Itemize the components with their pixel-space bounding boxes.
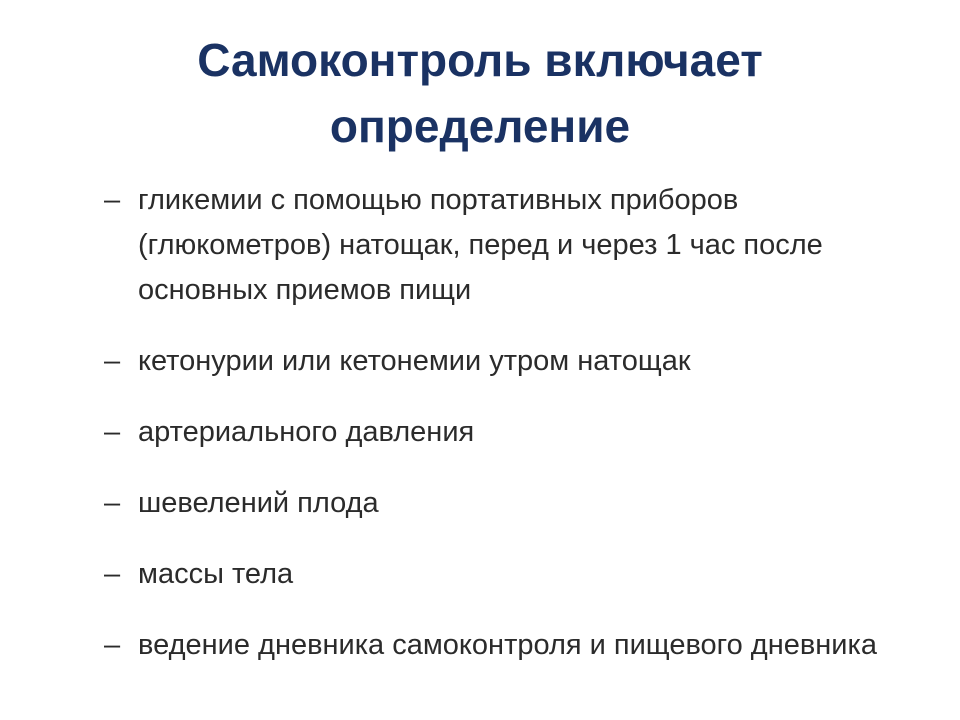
bullet-dash: – — [104, 629, 121, 661]
bullet-item-body-mass — [104, 552, 904, 597]
bullet-item-ketonuria — [104, 339, 904, 384]
bullet-text: массы тела — [138, 558, 294, 590]
bullet-dash: – — [104, 184, 121, 216]
bullet-item-glycemia — [104, 178, 904, 313]
bullet-dash: – — [104, 345, 121, 377]
bullet-item-diary — [104, 623, 904, 668]
bullet-dash: – — [104, 416, 121, 448]
bullet-text: артериального давления — [138, 416, 475, 448]
bullet-dash: – — [104, 558, 121, 590]
bullet-text: кетонурии или кетонемии утром натощак — [138, 345, 691, 377]
bullet-dash: – — [104, 487, 121, 519]
bullet-item-blood-pressure — [104, 410, 904, 455]
slide-title — [0, 27, 960, 159]
bullet-list — [104, 178, 904, 694]
slide-title-line-2: определение — [329, 100, 631, 152]
bullet-text: ведение дневника самоконтроля и пищевого дневника — [138, 629, 877, 661]
bullet-text: гликемии с помощью портативных приборов (глюкометров) натощак, перед и через 1 час после основных приемов пищи — [138, 184, 823, 306]
slide-title-line-1: Самоконтроль включает — [197, 34, 763, 86]
bullet-text: шевелений плода — [138, 487, 379, 519]
bullet-item-fetal-movements — [104, 481, 904, 526]
